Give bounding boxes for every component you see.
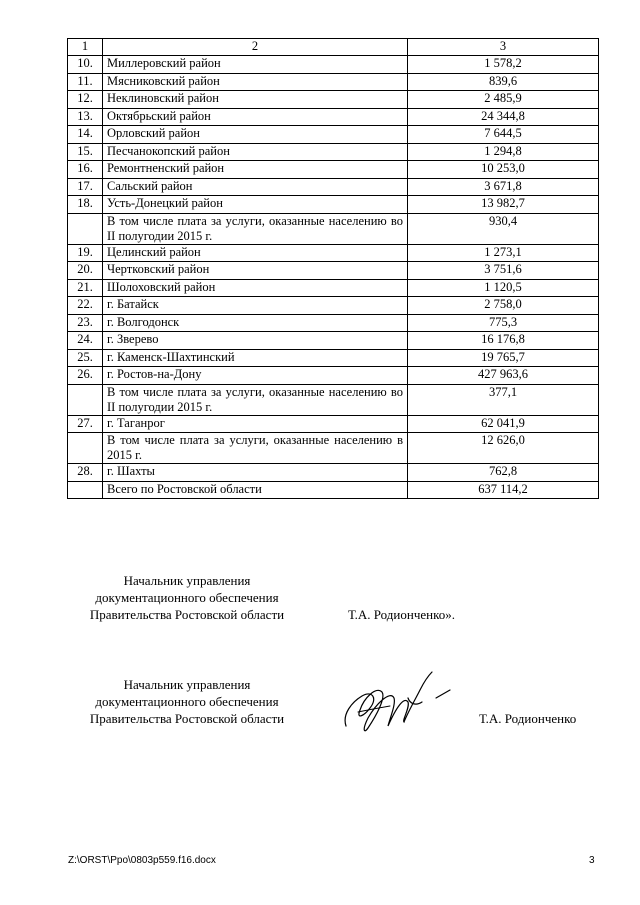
row-value: 762,8 — [408, 464, 599, 482]
row-name: Усть-Донецкий район — [103, 196, 408, 214]
table-row — [68, 196, 599, 214]
row-number: 12. — [68, 91, 103, 109]
row-name: г. Волгодонск — [103, 314, 408, 332]
row-value: 3 671,8 — [408, 178, 599, 196]
row-name: г. Шахты — [103, 464, 408, 482]
table-row — [68, 415, 599, 433]
row-number: 28. — [68, 464, 103, 482]
row-number — [68, 213, 103, 244]
signature-title-2-line2: документационного обеспечения — [95, 694, 279, 709]
signature-title-1-line1: Начальник управления — [123, 573, 251, 588]
row-value: 637 114,2 — [408, 481, 599, 499]
row-name: Сальский район — [103, 178, 408, 196]
handwritten-signature — [338, 668, 458, 740]
row-number: 27. — [68, 415, 103, 433]
row-value: 7 644,5 — [408, 126, 599, 144]
header-row — [68, 39, 599, 56]
row-name: Всего по Ростовской области — [103, 481, 408, 499]
row-name: г. Таганрог — [103, 415, 408, 433]
row-number: 19. — [68, 244, 103, 262]
row-name: Чертковский район — [103, 262, 408, 280]
row-value: 775,3 — [408, 314, 599, 332]
row-name: Мясниковский район — [103, 73, 408, 91]
row-number: 26. — [68, 367, 103, 385]
table-row — [68, 367, 599, 385]
table-note-row — [68, 213, 599, 244]
signature-name-1: Т.А. Родионченко». — [348, 607, 456, 622]
signature-name-2: Т.А. Родионченко — [479, 711, 577, 726]
header-col-3: 3 — [408, 39, 599, 56]
row-name: Песчанокопский район — [103, 143, 408, 161]
row-number — [68, 481, 103, 499]
table-row — [68, 178, 599, 196]
table-row — [68, 161, 599, 179]
row-number: 21. — [68, 279, 103, 297]
row-value: 2 485,9 — [408, 91, 599, 109]
signature-title-2 — [68, 676, 306, 727]
footer-file-path: Z:\ORST\Ppo\0803p559.f16.docx — [68, 855, 216, 866]
row-name: Неклиновский район — [103, 91, 408, 109]
table-row — [68, 349, 599, 367]
row-value: 16 176,8 — [408, 332, 599, 350]
row-number — [68, 384, 103, 415]
table-row — [68, 464, 599, 482]
table-row — [68, 73, 599, 91]
row-value: 2 758,0 — [408, 297, 599, 315]
row-name: г. Зверево — [103, 332, 408, 350]
table-note-row — [68, 433, 599, 464]
row-value: 3 751,6 — [408, 262, 599, 280]
row-name: г. Батайск — [103, 297, 408, 315]
signature-title-1 — [68, 572, 306, 623]
signature-title-1-line2: документационного обеспечения — [95, 590, 279, 605]
row-name: г. Каменск-Шахтинский — [103, 349, 408, 367]
signature-title-2-line1: Начальник управления — [123, 677, 251, 692]
header-col-2: 2 — [103, 39, 408, 56]
row-value: 1 273,1 — [408, 244, 599, 262]
row-value: 13 982,7 — [408, 196, 599, 214]
row-name: Октябрьский район — [103, 108, 408, 126]
row-number: 25. — [68, 349, 103, 367]
row-value: 24 344,8 — [408, 108, 599, 126]
row-number: 11. — [68, 73, 103, 91]
row-number: 17. — [68, 178, 103, 196]
row-number: 14. — [68, 126, 103, 144]
table-row — [68, 108, 599, 126]
data-table — [67, 38, 599, 499]
header-col-1: 1 — [68, 39, 103, 56]
table-row — [68, 314, 599, 332]
table-row — [68, 332, 599, 350]
row-number: 13. — [68, 108, 103, 126]
row-note-text: В том числе плата за услуги, оказанные населению во II полугодии 2015 г. — [103, 384, 408, 415]
row-note-text: В том числе плата за услуги, оказанные населению в 2015 г. — [103, 433, 408, 464]
row-value: 377,1 — [408, 384, 599, 415]
row-name: г. Ростов-на-Дону — [103, 367, 408, 385]
table-row — [68, 126, 599, 144]
table-row — [68, 56, 599, 74]
row-value: 839,6 — [408, 73, 599, 91]
signature-title-1-line3: Правительства Ростовской области — [89, 607, 285, 622]
row-number: 23. — [68, 314, 103, 332]
row-number: 16. — [68, 161, 103, 179]
row-value: 19 765,7 — [408, 349, 599, 367]
row-value: 1 120,5 — [408, 279, 599, 297]
table-row — [68, 297, 599, 315]
row-name: Шолоховский район — [103, 279, 408, 297]
row-note-text: В том числе плата за услуги, оказанные населению во II полугодии 2015 г. — [103, 213, 408, 244]
row-number: 18. — [68, 196, 103, 214]
table-row — [68, 143, 599, 161]
row-number — [68, 433, 103, 464]
row-name: Орловский район — [103, 126, 408, 144]
row-value: 62 041,9 — [408, 415, 599, 433]
row-number: 22. — [68, 297, 103, 315]
row-value: 1 578,2 — [408, 56, 599, 74]
table-row — [68, 262, 599, 280]
table-row — [68, 244, 599, 262]
row-number: 20. — [68, 262, 103, 280]
table-note-row — [68, 384, 599, 415]
row-number: 24. — [68, 332, 103, 350]
row-value: 12 626,0 — [408, 433, 599, 464]
row-value: 427 963,6 — [408, 367, 599, 385]
row-name: Целинский район — [103, 244, 408, 262]
row-number: 15. — [68, 143, 103, 161]
row-value: 10 253,0 — [408, 161, 599, 179]
row-name: Ремонтненский район — [103, 161, 408, 179]
row-value: 930,4 — [408, 213, 599, 244]
page-number: 3 — [589, 855, 595, 866]
table-row — [68, 279, 599, 297]
row-number: 10. — [68, 56, 103, 74]
row-name: Миллеровский район — [103, 56, 408, 74]
signature-title-2-line3: Правительства Ростовской области — [89, 711, 285, 726]
table-row — [68, 481, 599, 499]
row-value: 1 294,8 — [408, 143, 599, 161]
table-row — [68, 91, 599, 109]
